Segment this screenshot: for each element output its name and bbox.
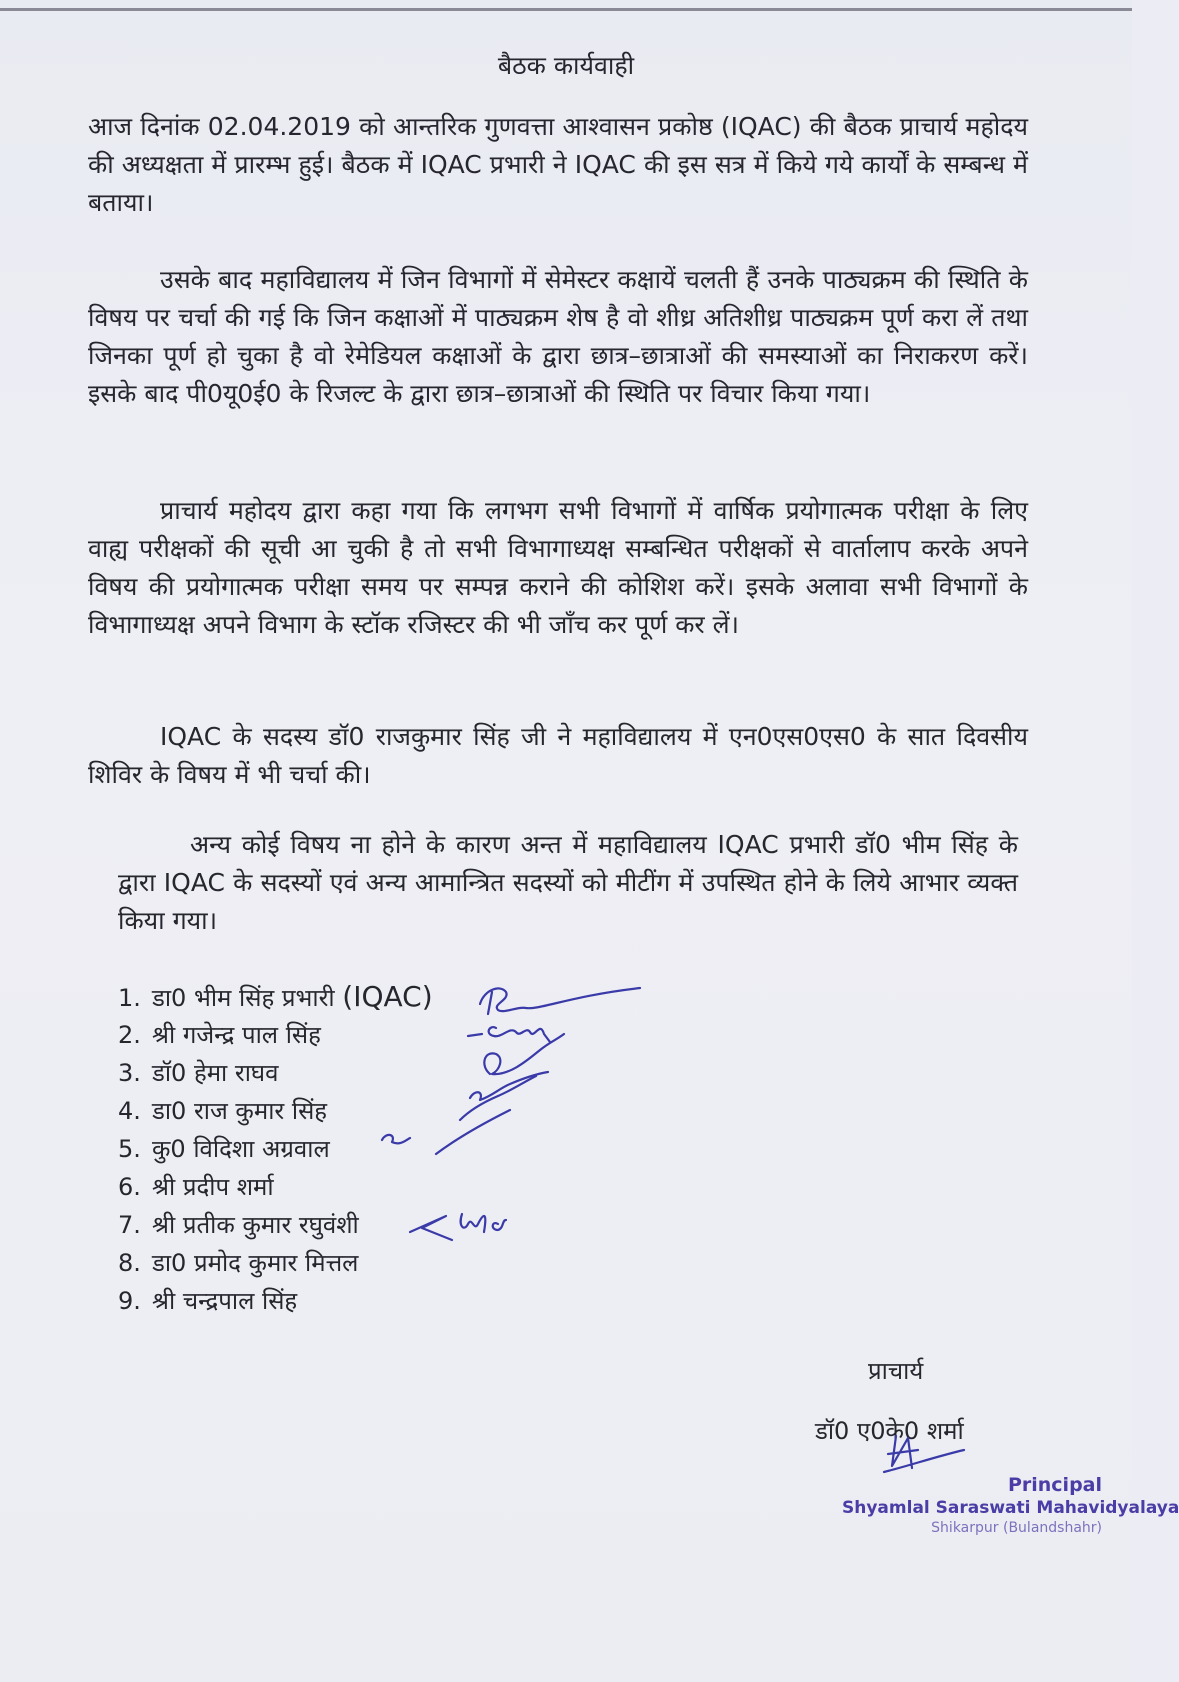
member-item — [118, 978, 433, 1016]
member-number: 2. — [118, 1021, 141, 1049]
principal-name: डॉ0 ए0के0 शर्मा — [815, 1417, 964, 1445]
paragraph-5: अन्य कोई विषय ना होने के कारण अन्त में महाविद्यालय IQAC प्रभारी डॉ0 भीम सिंह के द्वारा IQAC के सदस्यों एवं अन्य आमान्त्रित सदस्यों को मीटींग में उपस्थित होने के लिये आभार व्यक्त किया गया। — [118, 830, 1018, 935]
member-number: 6. — [118, 1173, 141, 1201]
paragraph-3: प्राचार्य महोदय द्वारा कहा गया कि लगभग सभी विभागों में वार्षिक प्रयोगात्मक परीक्षा के लिए वाह्य परीक्षकों की सूची आ चुकी है तो सभी विभागाध्यक्ष सम्बन्धित परीक्षकों से वार्तालाप करके अपने विषय की प्रयोगात्मक परीक्षा समय पर सम्पन्न कराने की कोशिश करें। इसके अलावा सभी विभागों के विभागाध्यक्ष अपने विभाग के स्टॉक रजिस्टर की भी जाँच कर पूर्ण कर लें। — [88, 496, 1028, 639]
member-name: कु0 विदिशा अग्रवाल — [152, 1135, 330, 1163]
member-item — [118, 1206, 433, 1244]
paragraph-2: उसके बाद महाविद्यालय में जिन विभागों में सेमेस्टर कक्षायें चलती हैं उनके पाठ्यक्रम की स्थिति के विषय पर चर्चा की गई कि जिन कक्षाओं में पाठ्यक्रम शेष है वो शीध्र अतिशीध्र पाठ्यक्रम पूर्ण करा लें तथा जिनका पूर्ण हो चुका है वो रेमेडियल कक्षाओं के द्वारा छात्र–छात्राओं की समस्याओं का निराकरण करें। इसके बाद पी0यू0ई0 के रिजल्ट के द्वारा छात्र–छात्राओं की स्थिति पर विचार किया गया। — [88, 265, 1028, 408]
member-number: 3. — [118, 1059, 141, 1087]
member-number: 5. — [118, 1135, 141, 1163]
member-item — [118, 1244, 433, 1282]
member-item — [118, 1282, 433, 1320]
member-item — [118, 1054, 433, 1092]
member-name: श्री गजेन्द्र पाल सिंह — [152, 1021, 321, 1049]
top-edge-line — [0, 8, 1132, 11]
signature-3 — [484, 1034, 564, 1074]
member-number: 1. — [118, 984, 141, 1012]
member-name: डा0 राज कुमार सिंह — [152, 1097, 328, 1125]
member-name: डा0 भीम सिंह प्रभारी — [152, 984, 335, 1012]
member-name: श्री चन्द्रपाल सिंह — [152, 1287, 298, 1315]
signature-1 — [480, 988, 640, 1011]
member-number: 4. — [118, 1097, 141, 1125]
paragraph-1: आज दिनांक 02.04.2019 को आन्तरिक गुणवत्ता आश्वासन प्रकोष्ठ (IQAC) की बैठक प्राचार्य महोदय की अध्यक्षता में प्रारम्भ हुई। बैठक में IQAC प्रभारी ने IQAC की इस सत्र में किये गये कार्यों के सम्बन्ध में बताया। — [88, 112, 1028, 217]
member-role-tag: (IQAC) — [342, 980, 433, 1013]
member-item — [118, 1168, 433, 1206]
principal-title: प्राचार्य — [868, 1357, 924, 1385]
signature-5 — [460, 1076, 536, 1120]
stamp-line-1: Principal — [1007, 1474, 1102, 1496]
signature-2 — [468, 1027, 550, 1042]
member-list — [118, 978, 433, 1320]
member-item — [118, 1092, 433, 1130]
member-number: 9. — [118, 1287, 141, 1315]
member-number: 8. — [118, 1249, 141, 1277]
stamp-line-2: Shyamlal Saraswati Mahavidyalaya — [842, 1498, 1179, 1518]
member-number: 7. — [118, 1211, 141, 1239]
member-item — [118, 1016, 433, 1054]
member-name: श्री प्रदीप शर्मा — [152, 1173, 274, 1201]
member-signatures — [440, 970, 680, 1250]
college-stamp — [842, 1474, 1179, 1536]
paragraph-4: IQAC के सदस्य डॉ0 राजकुमार सिंह जी ने महाविद्यालय में एन0एस0एस0 के सात दिवसीय शिविर के विषय में भी चर्चा की। — [88, 722, 1028, 789]
stamp-line-3: Shikarpur (Bulandshahr) — [931, 1520, 1102, 1536]
member-name: श्री प्रतीक कुमार रघुवंशी — [152, 1211, 359, 1239]
member-name: डा0 प्रमोद कुमार मित्तल — [152, 1249, 359, 1277]
member-name: डॉ0 हेमा राघव — [152, 1059, 279, 1087]
document-title: बैठक कार्यवाही — [497, 51, 635, 80]
